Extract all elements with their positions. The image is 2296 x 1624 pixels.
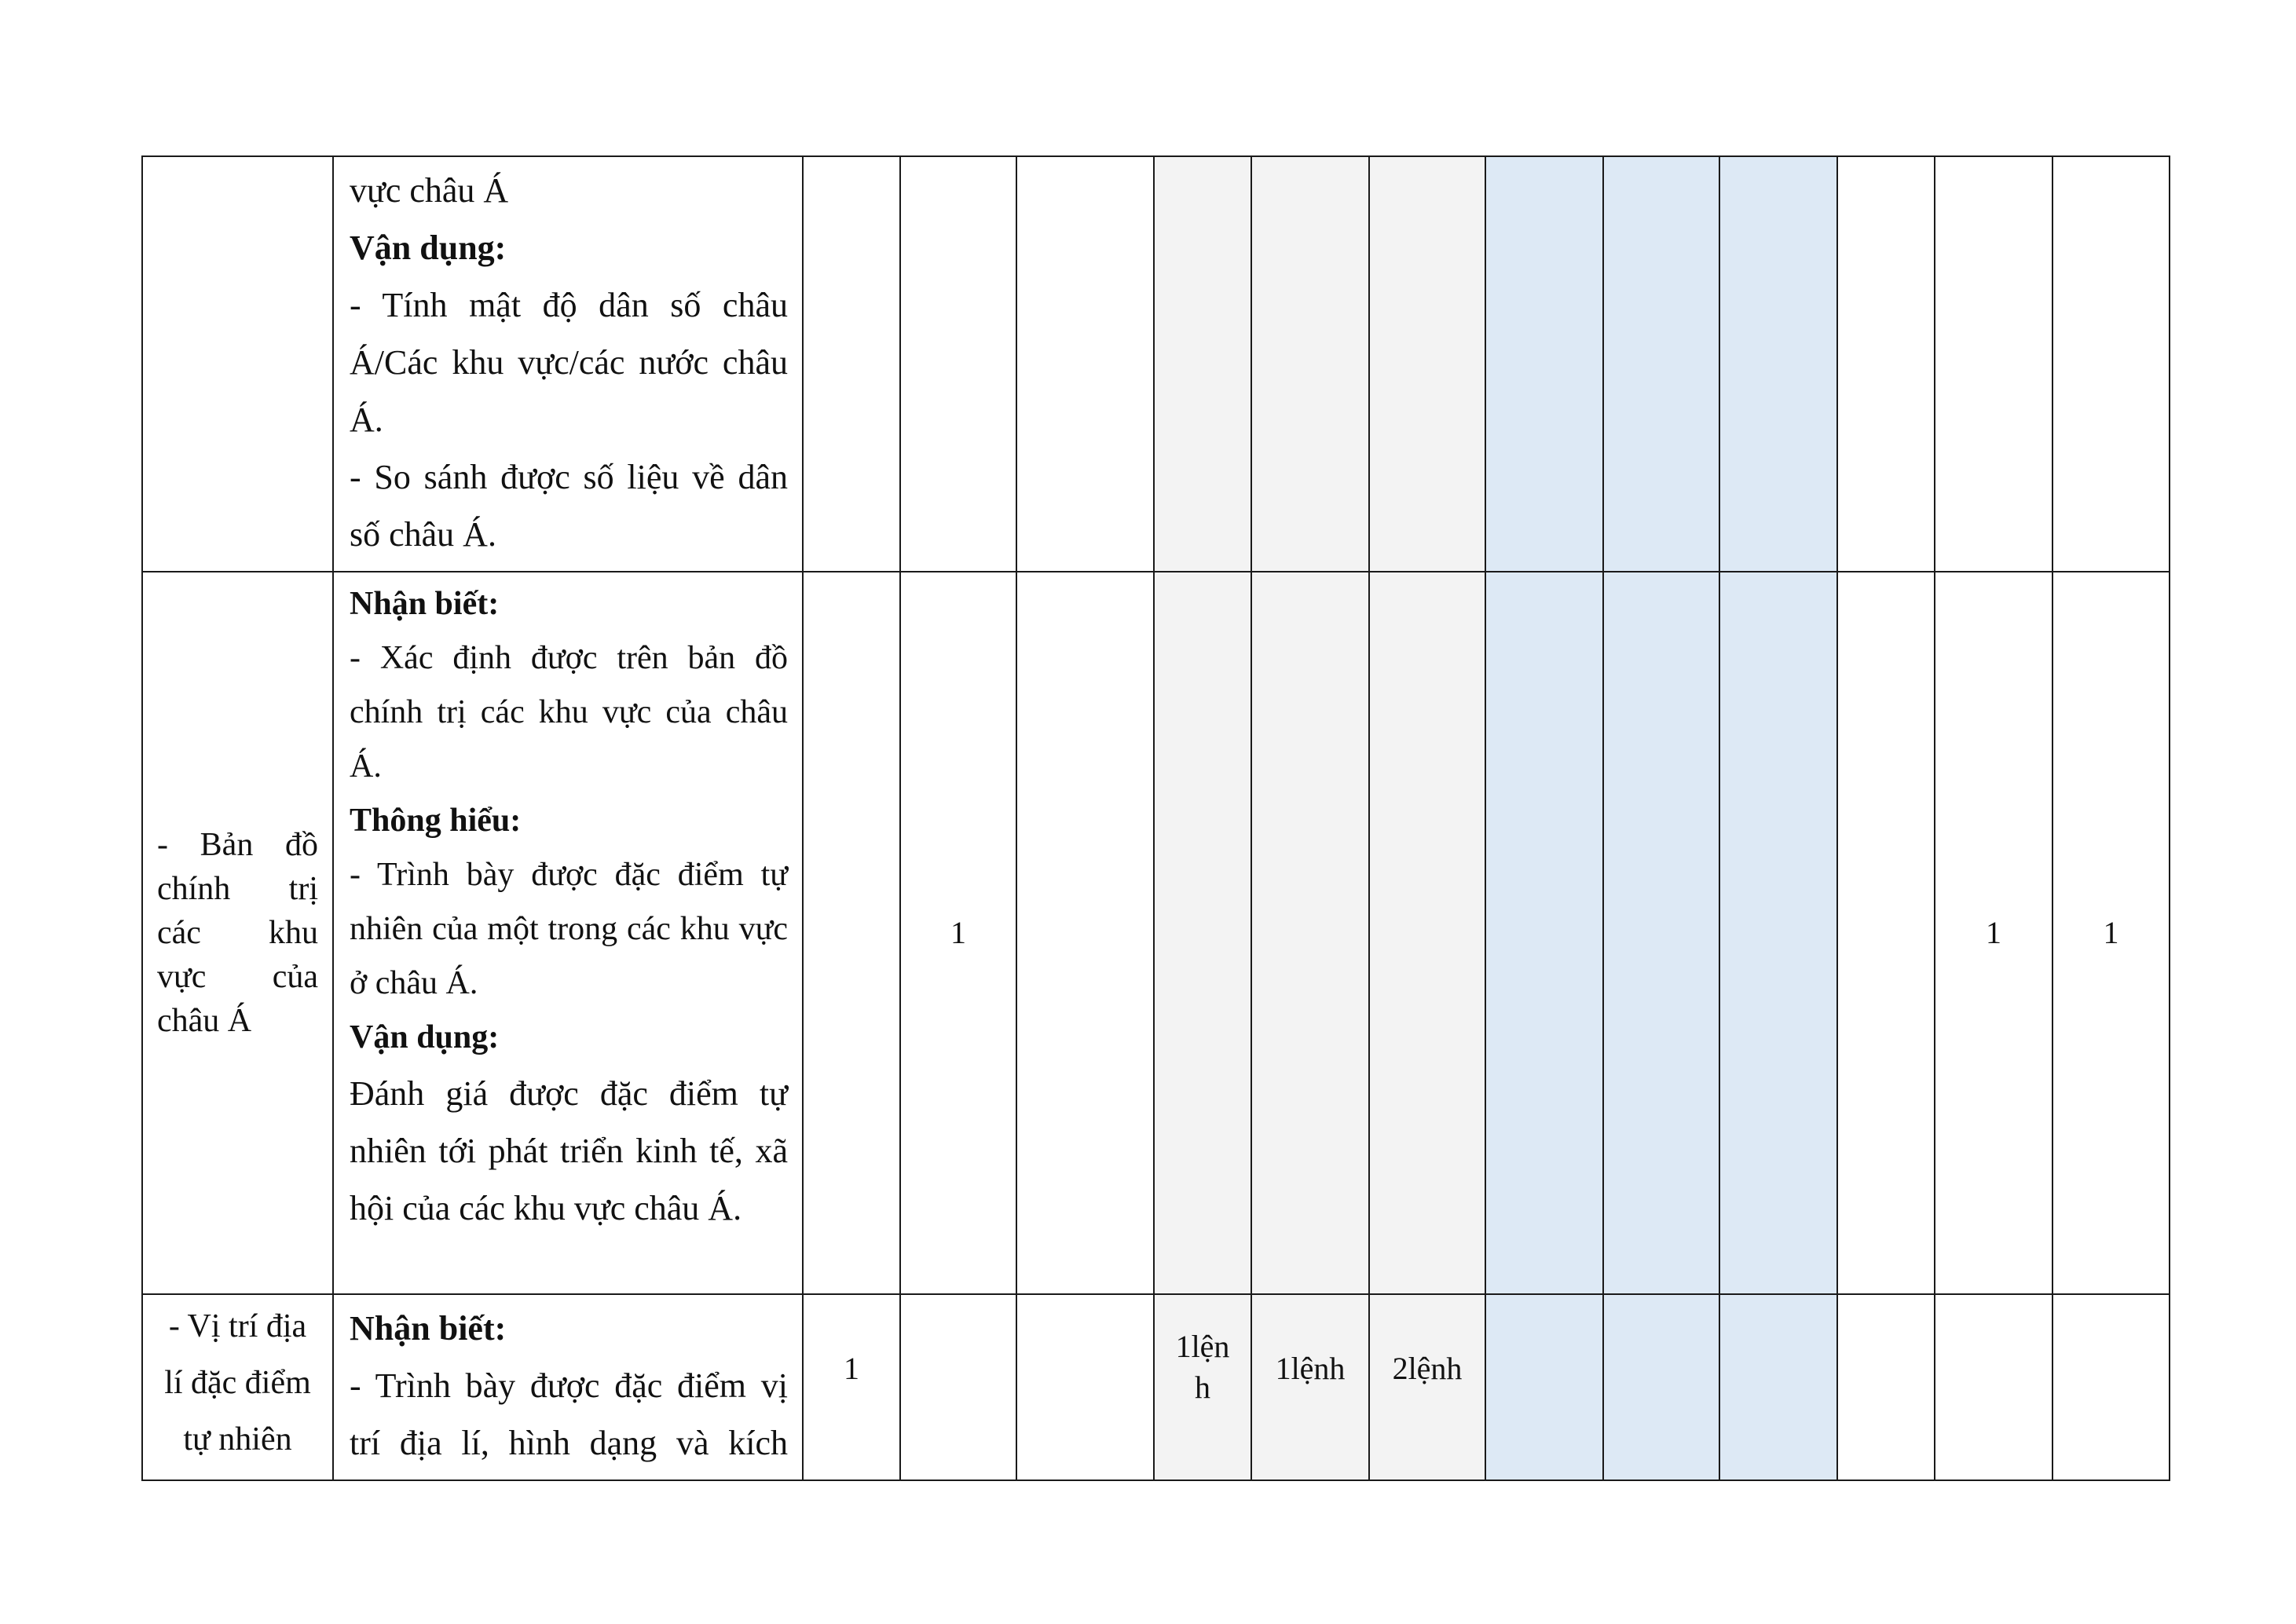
table-row [142,1294,2170,1480]
count-cell [1016,572,1154,1294]
table-row [142,572,2170,1294]
count-cell [1935,1294,2052,1480]
count-cell [1837,572,1935,1294]
count-cell [1154,156,1251,572]
topic-line: tự nhiên [183,1421,292,1458]
content-line: vực châu Á [350,171,509,210]
topic-line: châu Á [157,1003,252,1039]
level-heading: Nhận biết: [350,586,500,622]
count-cell [803,156,900,572]
count-cell [1603,572,1719,1294]
topic-line: lí đặc điểm [164,1365,311,1401]
topic-cell [142,1294,333,1480]
count-cell [1837,1294,1935,1480]
count-cell [1485,572,1603,1294]
count-cell [1154,572,1251,1294]
count-cell: 1 [2052,572,2170,1294]
content-line: - So sánh được số liệu về dân số châu Á. [350,458,788,554]
level-heading: Nhận biết: [350,1309,507,1348]
topic-line: vực của [157,959,318,995]
content-line: - Trình bày được đặc điểm vị trí địa lí, hình dạng và kích [350,1366,788,1462]
count-cell [1485,156,1603,572]
count-cell [1016,1294,1154,1480]
level-heading: Vận dụng: [350,229,507,267]
topic-line: - Vị trí địa [168,1308,307,1344]
count-cell [1837,156,1935,572]
level-heading: Thông hiểu: [350,803,522,839]
count-cell [2052,156,2170,572]
count-cell: 1 [1935,572,2052,1294]
content-cell [333,156,803,572]
count-cell [1369,156,1485,572]
count-cell [900,1294,1016,1480]
count-cell [1719,156,1837,572]
count-cell: 1 [900,572,1016,1294]
count-cell [900,156,1016,572]
command-count-cell: 1lệnh [1251,1294,1369,1480]
count-cell [1603,1294,1719,1480]
level-heading: Vận dụng: [350,1019,500,1055]
topic-line: chính trị [157,871,318,907]
count-cell [1251,156,1369,572]
count-cell [1935,156,2052,572]
count-cell: 1 [803,1294,900,1480]
count-cell [1016,156,1154,572]
table-row [142,156,2170,572]
topic-cell [142,572,333,1294]
count-cell [1603,156,1719,572]
content-line: - Trình bày được đặc điểm tự nhiên của một trong các khu vực ở châu Á. [350,857,788,1001]
count-cell [1251,572,1369,1294]
topic-line: - Bản đồ [157,827,318,863]
assessment-matrix-table [141,155,2170,1481]
content-line: - Xác định được trên bản đồ chính trị các khu vực của châu Á. [350,640,788,785]
content-cell [333,1294,803,1480]
count-cell [1719,1294,1837,1480]
command-count-cell: 2lệnh [1369,1294,1485,1480]
topic-line: các khu [157,915,318,951]
content-cell [333,572,803,1294]
count-cell [2052,1294,2170,1480]
command-count-cell: 1lện h [1154,1294,1251,1480]
content-line: - Tính mật độ dân số châu Á/Các khu vực/các nước châu Á. [350,286,788,439]
count-cell [1485,1294,1603,1480]
topic-cell [142,156,333,572]
count-cell [803,572,900,1294]
count-cell [1369,572,1485,1294]
content-line: Đánh giá được đặc điểm tự nhiên tới phát triển kinh tế, xã hội của các khu vực châu Á. [350,1074,788,1227]
count-cell [1719,572,1837,1294]
